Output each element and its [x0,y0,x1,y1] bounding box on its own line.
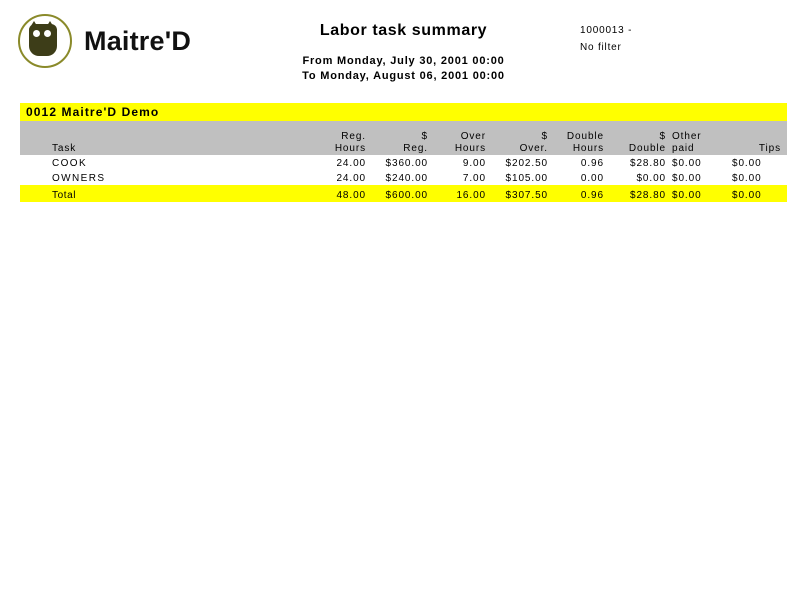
column-header-reg-hours: Reg. Hours [334,131,366,154]
cell-reg-amount: $360.00 [385,158,428,169]
cell-total-tips: $0.00 [732,190,762,201]
cell-over-hours: 9.00 [462,158,486,169]
cell-task: OWNERS [52,173,106,184]
date-range-from: From Monday, July 30, 2001 00:00 [302,55,505,67]
cell-double-amount: $28.80 [630,158,666,169]
store-band: 0012 Maitre'D Demo [20,103,787,121]
cell-reg-hours: 24.00 [336,173,366,184]
table-row [20,155,787,170]
cell-total-label: Total [52,190,77,201]
labor-task-summary-table [20,121,787,202]
report-meta [580,22,632,56]
column-header-task: Task [52,143,77,154]
column-header-other-paid: Other paid [672,131,702,154]
cell-total-other-paid: $0.00 [672,190,702,201]
table-total-row [20,185,787,202]
cell-over-amount: $105.00 [505,173,548,184]
page-title: Labor task summary [319,22,488,39]
report-id: 1000013 - [580,25,633,36]
brand-name: Maitre'D [84,25,192,56]
report-body [20,103,787,202]
cell-double-amount: $0.00 [636,173,666,184]
cell-double-hours: 0.96 [580,158,604,169]
date-range [0,54,807,84]
column-header-double-hours: Double Hours [566,131,604,154]
column-header-reg-amount: $ Reg. [403,131,428,154]
cell-double-hours: 0.00 [580,173,604,184]
cell-tips: $0.00 [732,173,762,184]
cell-total-over-hours: 16.00 [456,190,486,201]
cell-reg-amount: $240.00 [385,173,428,184]
cell-total-over-amount: $307.50 [505,190,548,201]
cell-tips: $0.00 [732,158,762,169]
cell-other-paid: $0.00 [672,173,702,184]
cell-total-reg-hours: 48.00 [336,190,366,201]
table-header-row [20,121,787,155]
column-header-over-hours: Over Hours [454,131,486,154]
cell-task: COOK [52,158,88,169]
report-header [0,0,807,92]
date-range-to: To Monday, August 06, 2001 00:00 [302,70,505,82]
cell-over-hours: 7.00 [462,173,486,184]
cell-reg-hours: 24.00 [336,158,366,169]
cell-total-reg-amount: $600.00 [385,190,428,201]
cell-other-paid: $0.00 [672,158,702,169]
column-header-over-amount: $ Over. [519,131,548,154]
cell-over-amount: $202.50 [505,158,548,169]
column-header-double-amount: $ Double [628,131,666,154]
report-filter: No filter [580,42,622,53]
column-header-tips: Tips [758,143,781,154]
cell-total-double-amount: $28.80 [630,190,666,201]
table-row [20,170,787,185]
cell-total-double-hours: 0.96 [580,190,604,201]
